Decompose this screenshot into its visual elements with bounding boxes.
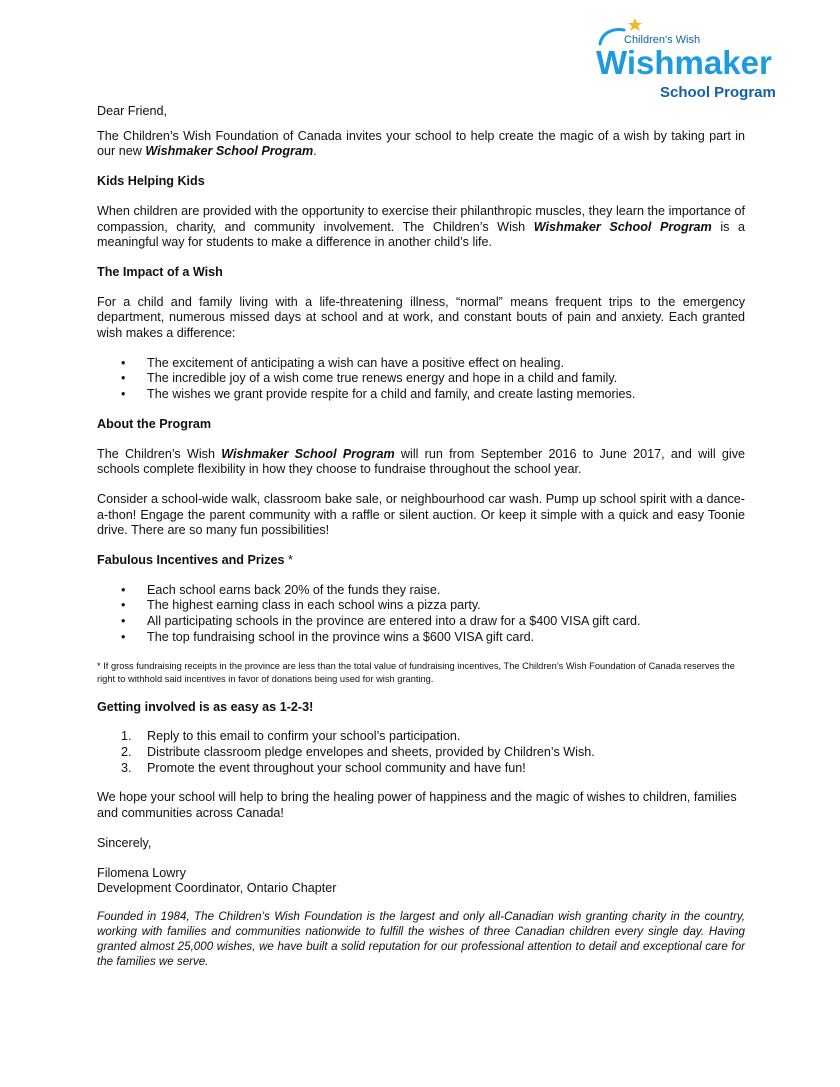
signature-block	[97, 866, 745, 897]
bullet-icon: •	[121, 371, 126, 386]
intro-emphasis: Wishmaker School Program	[145, 144, 314, 159]
about-emphasis: Wishmaker School Program	[221, 446, 395, 461]
bullet-icon: •	[121, 355, 126, 370]
about-paragraph	[97, 447, 745, 478]
kids-paragraph	[97, 204, 745, 251]
about-text-after: will run from September 2016 to June 2017, and will give schools complete flexibility in how they choose to fundraise throughout the school year.	[97, 446, 746, 477]
intro-text: The Children’s Wish Foundation of Canada invites your school to help create the magic of a wish by taking part in our new	[97, 128, 745, 159]
kids-emphasis: Wishmaker School Program	[533, 219, 712, 234]
swirl-icon	[600, 30, 624, 44]
list-item	[97, 356, 745, 372]
salutation: Dear Friend,	[97, 104, 167, 118]
list-item-text: Reply to this email to confirm your school’s participation.	[147, 729, 461, 744]
signer-name: Filomena Lowry	[97, 865, 186, 880]
list-item-text: Promote the event throughout your school community and have fun!	[147, 760, 526, 775]
kids-text-before: When children are provided with the opportunity to exercise their philanthropic muscles, they learn the importance of compassion, charity, and community involvement. The Children’s Wish	[97, 203, 745, 234]
list-item-text: Each school earns back 20% of the funds they raise.	[147, 582, 441, 597]
list-item	[97, 598, 745, 614]
list-item	[97, 371, 745, 387]
incentives-footnote: * If gross fundraising receipts in the province are less than the total value of fundraising incentives, The Children’s Wish Foundation of Canada reserves the right to withhold said incentives in favor of donations being used for wish granting.	[97, 660, 735, 684]
list-item	[97, 729, 745, 745]
letter-body	[97, 104, 745, 969]
heading-steps: Getting involved is as easy as 1-2-3!	[97, 699, 314, 714]
list-item-text: The wishes we grant provide respite for a child and family, and create lasting memories.	[147, 387, 636, 402]
bullet-icon: •	[121, 614, 126, 629]
about-foundation: Founded in 1984, The Children’s Wish Foundation is the largest and only all-Canadian wish granting charity in the country, working with families and communities nationwide to fulfill the wishes of three Canadian children every single day. Having granted almost 25,000 wishes, we have built a solid reputation for our professional attention to detail and exceptional care for the families we serve.	[97, 909, 745, 968]
logo-brand-large: Wishmaker	[596, 44, 772, 81]
intro-end: .	[313, 144, 317, 159]
list-item-text: The highest earning class in each school wins a pizza party.	[147, 598, 481, 613]
list-item	[97, 630, 745, 646]
bullet-icon: •	[121, 629, 126, 644]
logo-brand-sub: School Program	[660, 84, 776, 101]
closing-paragraph: We hope your school will help to bring the healing power of happiness and the magic of wishes to children, families and communities across Canada!	[97, 790, 737, 821]
bullet-icon: •	[121, 582, 126, 597]
heading-kids: Kids Helping Kids	[97, 174, 205, 189]
impact-list	[97, 356, 745, 403]
signoff: Sincerely,	[97, 835, 152, 850]
list-item	[97, 614, 745, 630]
step-number: 1.	[121, 729, 132, 744]
signer-title: Development Coordinator, Ontario Chapter	[97, 881, 337, 896]
heading-impact: The Impact of a Wish	[97, 264, 223, 279]
list-item-text: The excitement of anticipating a wish can have a positive effect on healing.	[147, 355, 565, 370]
list-item	[97, 745, 745, 761]
incentives-heading-mark: *	[284, 553, 293, 568]
list-item	[97, 761, 745, 777]
list-item-text: All participating schools in the province are entered into a draw for a $400 VISA gift card.	[147, 614, 641, 629]
list-item-text: The incredible joy of a wish come true renews energy and hope in a child and family.	[147, 371, 618, 386]
kids-text-after: is a meaningful way for students to make a difference in another child’s life.	[97, 219, 745, 250]
ideas-paragraph: Consider a school-wide walk, classroom bake sale, or neighbourhood car wash. Pump up school spirit with a dance-a-thon! Engage the parent community with a raffle or silent auction. Or keep it simple with a quick and easy Toonie drive. There are so many fun possibilities!	[97, 491, 745, 538]
impact-paragraph: For a child and family living with a life-threatening illness, “normal” means frequent trips to the emergency department, numerous missed days at school and at work, and constant bouts of pain and anxiety. Each granted wish makes a difference:	[97, 294, 745, 341]
bullet-icon: •	[121, 598, 126, 613]
about-text-before: The Children’s Wish	[97, 446, 222, 461]
list-item	[97, 583, 745, 599]
logo-brand-small: Children's Wish	[624, 34, 701, 46]
incentives-heading-text: Fabulous Incentives and Prizes	[97, 553, 285, 568]
list-item-text: The top fundraising school in the province wins a $600 VISA gift card.	[147, 629, 535, 644]
steps-list	[97, 729, 745, 776]
star-icon	[628, 18, 642, 31]
incentives-list	[97, 583, 745, 646]
list-item	[97, 387, 745, 403]
list-item-text: Distribute classroom pledge envelopes and sheets, provided by Children’s Wish.	[147, 744, 595, 759]
bullet-icon: •	[121, 387, 126, 402]
step-number: 2.	[121, 744, 132, 759]
wishmaker-logo	[590, 10, 776, 110]
intro-paragraph	[97, 129, 745, 160]
heading-about: About the Program	[97, 416, 212, 431]
heading-incentives	[97, 553, 745, 569]
step-number: 3.	[121, 760, 132, 775]
